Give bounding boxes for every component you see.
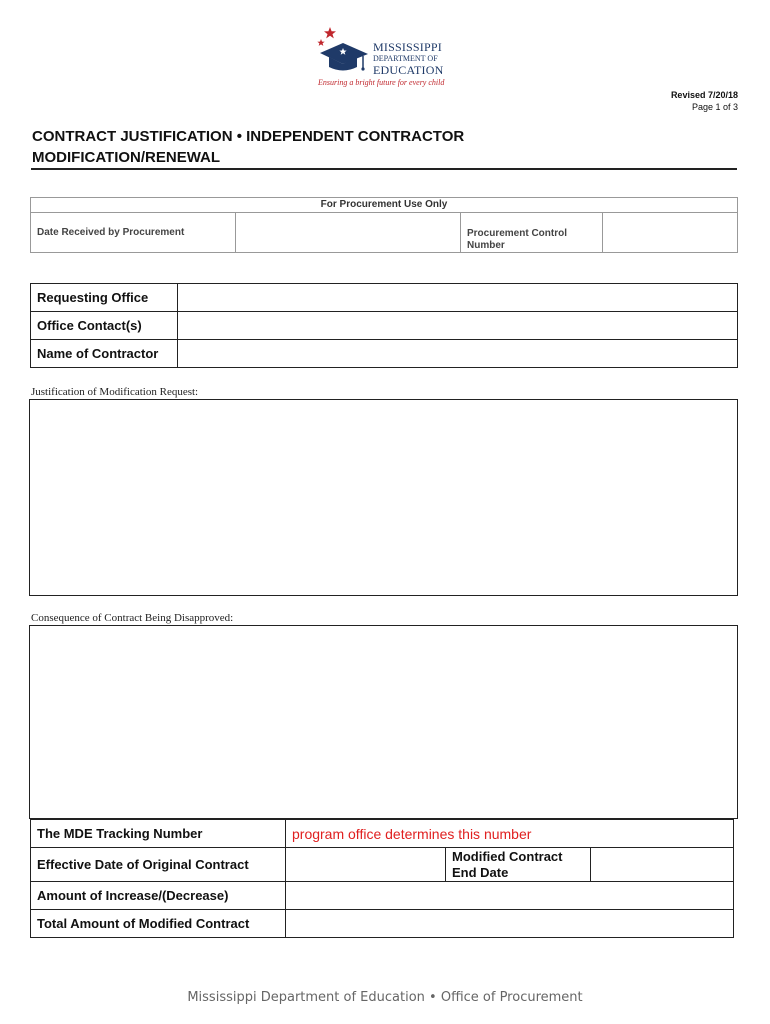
contractor-name-label: Name of Contractor (31, 340, 178, 368)
logo-line-1: MISSISSIPPI (373, 40, 442, 54)
requesting-office-field[interactable] (178, 284, 738, 312)
logo-line-2: DEPARTMENT OF (373, 54, 438, 63)
logo-line-3: EDUCATION (373, 63, 444, 77)
table-row (31, 848, 734, 882)
title-divider (31, 168, 737, 170)
table-row (31, 882, 734, 910)
mde-logo (315, 26, 445, 90)
amount-change-label: Amount of Increase/(Decrease) (31, 882, 286, 910)
office-info-table (30, 283, 738, 368)
logo-tagline: Ensuring a bright future for every child (318, 78, 445, 87)
tracking-number-label: The MDE Tracking Number (31, 820, 286, 848)
table-row (31, 312, 738, 340)
modified-end-date-field[interactable] (591, 848, 734, 882)
control-number-field[interactable] (603, 213, 737, 252)
title-line-1: CONTRACT JUSTIFICATION • INDEPENDENT CONTRACTOR (32, 128, 465, 145)
modified-end-date-label: Modified Contract End Date (446, 848, 591, 882)
graduation-cap-icon (315, 26, 373, 76)
page-number: Page 1 of 3 (691, 102, 738, 112)
office-contacts-label: Office Contact(s) (31, 312, 178, 340)
effective-date-field[interactable] (286, 848, 446, 882)
table-row (31, 340, 738, 368)
table-row (31, 820, 734, 848)
tracking-number-field[interactable]: program office determines this number (286, 820, 734, 848)
contract-details-table (30, 819, 734, 938)
justification-textarea[interactable] (29, 399, 738, 596)
consequence-textarea[interactable] (29, 625, 738, 819)
contractor-name-field[interactable] (178, 340, 738, 368)
table-row (31, 284, 738, 312)
page-title (32, 126, 464, 168)
total-amount-field[interactable] (286, 910, 734, 938)
title-line-2: MODIFICATION/RENEWAL (32, 149, 221, 166)
procurement-use-table (30, 197, 738, 253)
control-number-label: Procurement Control Number (461, 213, 603, 252)
total-amount-label: Total Amount of Modified Contract (31, 910, 286, 938)
justification-label: Justification of Modification Request: (31, 386, 199, 398)
date-received-label: Date Received by Procurement (31, 213, 236, 252)
revision-date: Revised 7/20/18 (670, 90, 738, 100)
consequence-label: Consequence of Contract Being Disapproved: (31, 612, 234, 624)
date-received-field[interactable] (236, 213, 461, 252)
requesting-office-label: Requesting Office (31, 284, 178, 312)
page-footer: Mississippi Department of Education • Office of Procurement (187, 990, 583, 1005)
table-row (31, 910, 734, 938)
amount-change-field[interactable] (286, 882, 734, 910)
office-contacts-field[interactable] (178, 312, 738, 340)
effective-date-label: Effective Date of Original Contract (31, 848, 286, 882)
procurement-heading: For Procurement Use Only (31, 198, 737, 213)
